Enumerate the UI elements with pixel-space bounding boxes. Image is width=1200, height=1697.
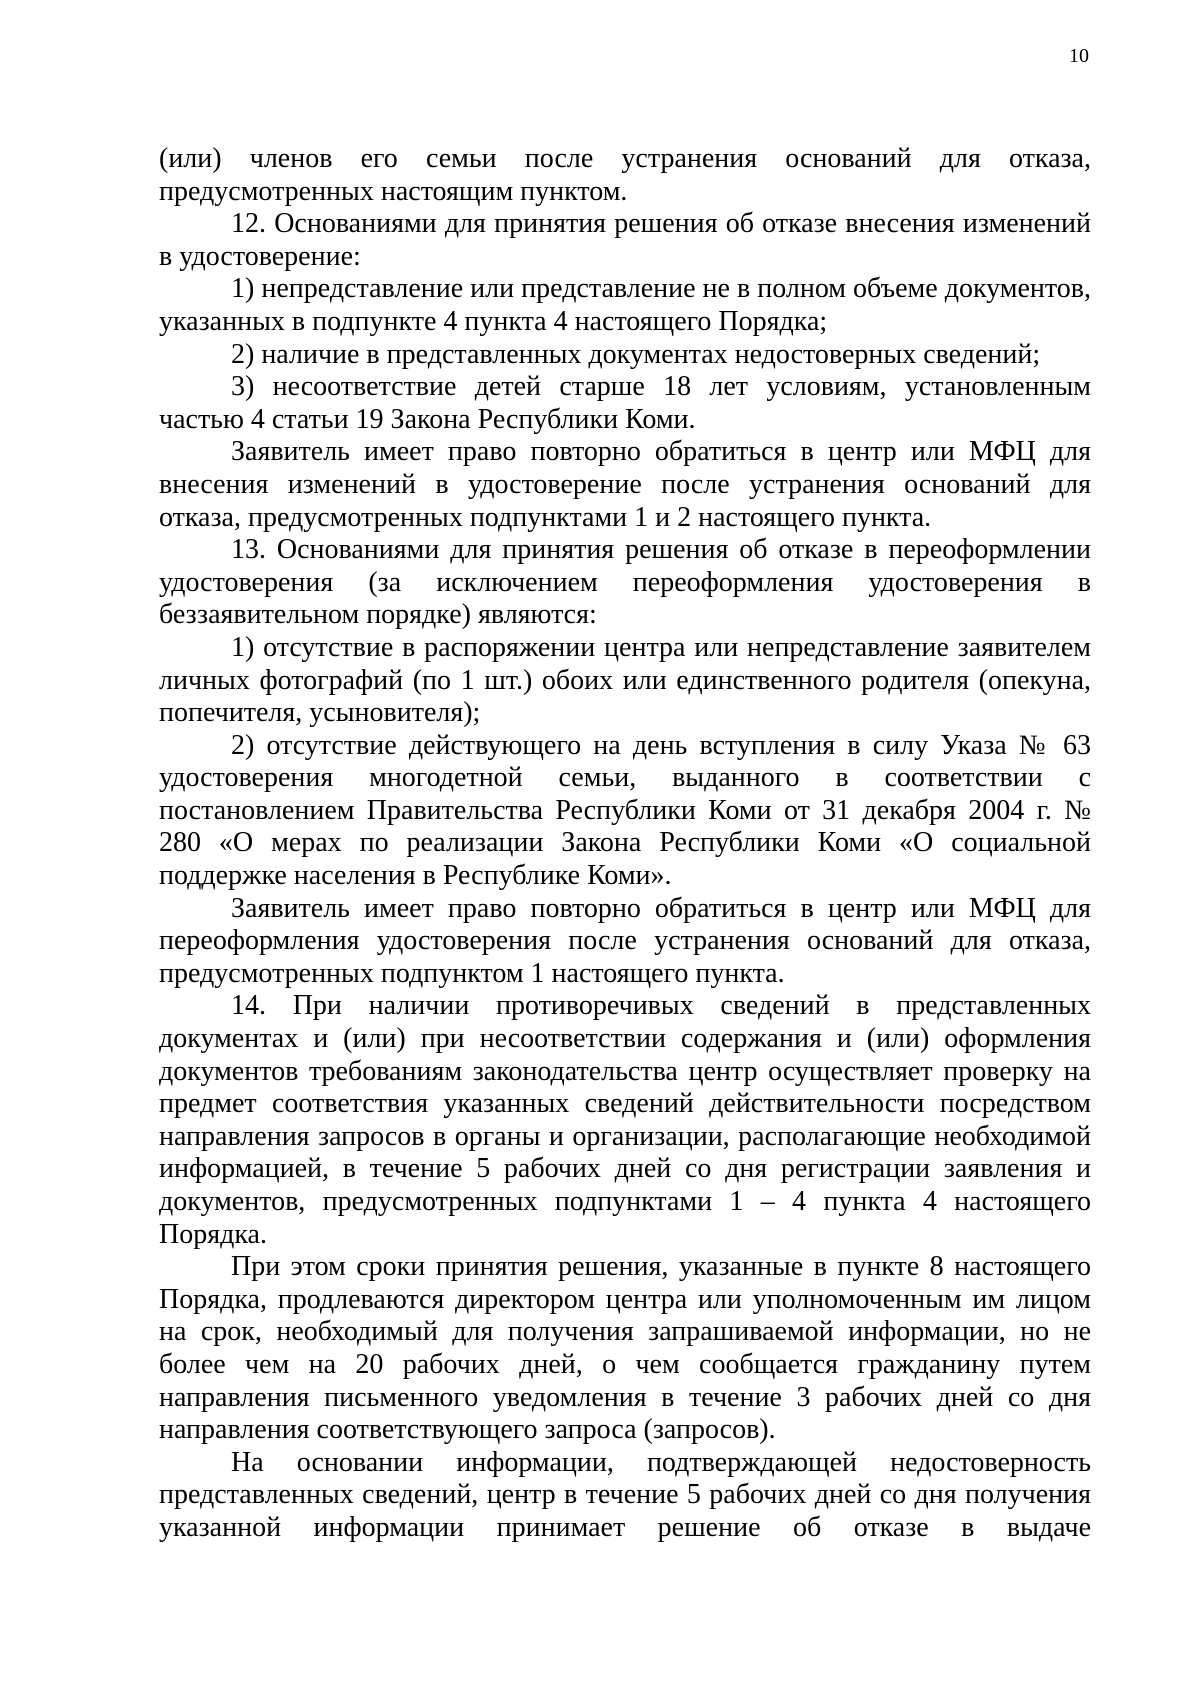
paragraph: 1) непредставление или представление не в полном объеме документов, указанных в подпункте 4 пункта 4 настоящего Порядка; [159, 273, 1091, 337]
paragraph: 1) отсутствие в распоряжении центра или непредставление заявителем личных фотографий (по 1 шт.) обоих или единственного родителя (опекуна, попечителя, усыновителя); [159, 631, 1091, 729]
paragraph: На основании информации, подтверждающей недостоверность представленных сведений, центр в течение 5 рабочих дней со дня получения указанной информации принимает решение об отказе в выдаче [159, 1446, 1091, 1543]
paragraph: 2) наличие в представленных документах недостоверных сведений; [231, 338, 1041, 370]
paragraph: 14. При наличии противоречивых сведений в представленных документах и (или) при несоответствии содержания и (или) оформления документов требованиям законодательства центр осуществляет проверку на предмет соответствия указанных сведений действительности посредством направления запросов в органы и организации, располагающие необходимой информацией, в течение 5 рабочих дней со дня регистрации заявления и документов, предусмотренных подпунктами 1 – 4 пункта 4 настоящего Порядка. [159, 990, 1091, 1250]
body-text [159, 143, 1091, 1545]
paragraph: 3) несоответствие детей старше 18 лет условиям, установленным частью 4 статьи 19 Закона Республики Коми. [159, 371, 1091, 435]
paragraph: При этом сроки принятия решения, указанные в пункте 8 настоящего Порядка, продлеваются директором центра или уполномоченным им лицом на срок, необходимый для получения запрашиваемой информации, но не более чем на 20 рабочих дней, о чем сообщается гражданину путем направления письменного уведомления в течение 3 рабочих дней со дня направления соответствующего запроса (запросов). [159, 1251, 1091, 1446]
paragraph: (или) членов его семьи после устранения оснований для отказа, предусмотренных настоящим пунктом. [159, 143, 1091, 207]
paragraph: 13. Основаниями для принятия решения об отказе в переоформлении удостоверения (за исключением переоформления удостоверения в беззаявительном порядке) являются: [159, 534, 1091, 631]
paragraph: Заявитель имеет право повторно обратиться в центр или МФЦ для внесения изменений в удостоверение после устранения оснований для отказа, предусмотренных подпунктами 1 и 2 настоящего пункта. [159, 436, 1091, 533]
paragraph: 12. Основаниями для принятия решения об отказе внесения изменений в удостоверение: [159, 208, 1091, 272]
paragraph: 2) отсутствие действующего на день вступления в силу Указа № 63 удостоверения многодетной семьи, выданного в соответствии с постановлением Правительства Республики Коми от 31 декабря 2004 г. № 280 «О мерах по реализации Закона Республики Коми «О социальной поддержке населения в Республике Коми». [159, 729, 1091, 892]
paragraph: Заявитель имеет право повторно обратиться в центр или МФЦ для переоформления удостоверения после устранения оснований для отказа, предусмотренных подпунктом 1 настоящего пункта. [159, 892, 1091, 989]
page-number: 10 [1069, 45, 1089, 67]
